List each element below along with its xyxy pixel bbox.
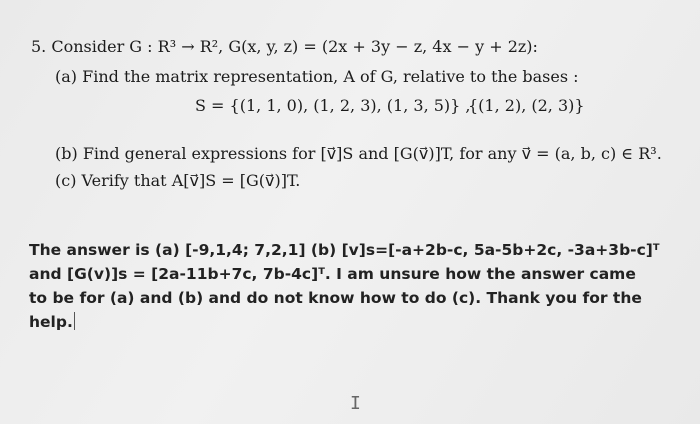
- problem-line-1: 5. Consider G : R³ → R², G(x, y, z) = (2x + 3y − z, 4x − y + 2z):: [31, 37, 538, 56]
- answer-line-4-container: [29, 310, 679, 334]
- problem-statement: [0, 0, 700, 200]
- part-a: (a) Find the matrix representation, A of G, relative to the bases :: [55, 67, 579, 86]
- answer-line-1: The answer is (a) [-9,1,4; 7,2,1] (b) [v]s=[-a+2b-c, 5a-5b+2c, -3a+3b-c]ᵀ: [29, 241, 660, 259]
- ibeam-cursor-icon: I: [350, 393, 361, 414]
- answer-line-3: to be for (a) and (b) and do not know how to do (c). Thank you for the: [29, 289, 642, 307]
- part-b: (b) Find general expressions for [v⃗]S and [G(v⃗)]T, for any v⃗ = (a, b, c) ∈ R³.: [55, 144, 662, 163]
- basis-s: S = {(1, 1, 0), (1, 2, 3), (1, 3, 5)} ,: [195, 96, 471, 115]
- answer-line-2: and [G(v)]s = [2a-11b+7c, 7b-4c]ᵀ. I am unsure how the answer came: [29, 265, 636, 283]
- basis-t: {(1, 2), (2, 3)}: [468, 96, 585, 115]
- answer-line-4: help.: [29, 313, 73, 331]
- part-c: (c) Verify that A[v⃗]S = [G(v⃗)]T.: [55, 171, 301, 190]
- text-cursor: [74, 312, 75, 330]
- answer-text[interactable]: [29, 238, 679, 334]
